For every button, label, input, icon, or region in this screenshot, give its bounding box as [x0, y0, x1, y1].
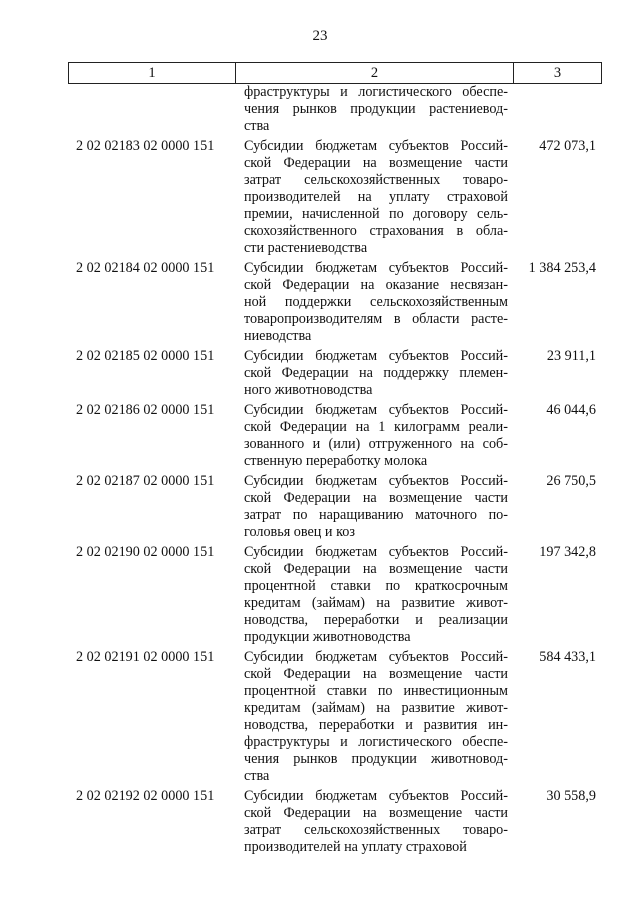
budget-code: 2 02 02190 02 0000 151	[76, 544, 215, 560]
table-row	[68, 84, 602, 135]
amount	[508, 84, 602, 135]
table-row	[68, 649, 602, 785]
description-line: производителей на уплату страховой	[244, 839, 467, 855]
description-line: ства	[244, 118, 270, 134]
subsidy-description	[244, 544, 508, 646]
description-line: Субсидии бюджетам субъектов Россий-	[244, 544, 508, 560]
budget-code: 2 02 02184 02 0000 151	[76, 260, 215, 276]
budget-code	[68, 84, 238, 135]
description-line: новодства, переработки и реализации	[244, 612, 508, 628]
description-line: головья овец и коз	[244, 524, 355, 540]
subsidy-description	[244, 788, 508, 856]
amount: 46 044,6	[546, 402, 596, 418]
description-line: ниеводства	[244, 328, 312, 344]
table-row	[68, 348, 602, 399]
description-line: ства	[244, 768, 270, 784]
description-line: Субсидии бюджетам субъектов Россий-	[244, 260, 508, 276]
description-line: зованного и (или) отгруженного на соб-	[244, 436, 508, 452]
description-line: затрат сельскохозяйственных товаро-	[244, 172, 508, 188]
description-line: затрат сельскохозяйственных товаро-	[244, 822, 508, 838]
description-line: ской Федерации на оказание несвязан-	[244, 277, 508, 293]
amount: 23 911,1	[546, 348, 596, 364]
description-line: новодства, переработки и развития ин-	[244, 717, 508, 733]
table-row	[68, 788, 602, 856]
description-line: Субсидии бюджетам субъектов Россий-	[244, 138, 508, 154]
table-row	[68, 473, 602, 541]
description-line: чения рынков продукции животновод-	[244, 751, 508, 767]
budget-code: 2 02 02192 02 0000 151	[76, 788, 215, 804]
description-line: ской Федерации на поддержку племен-	[244, 365, 508, 381]
description-line: фраструктуры и логистического обеспе-	[244, 84, 508, 100]
budget-code: 2 02 02186 02 0000 151	[76, 402, 215, 418]
subsidy-description	[244, 138, 508, 257]
amount: 584 433,1	[539, 649, 596, 665]
description-line: ской Федерации на возмещение части	[244, 805, 508, 821]
description-line: Субсидии бюджетам субъектов Россий-	[244, 348, 508, 364]
table-row	[68, 260, 602, 345]
description-line: ной поддержки сельскохозяйственным	[244, 294, 508, 310]
subsidy-description	[244, 649, 508, 785]
amount: 26 750,5	[546, 473, 596, 489]
amount: 197 342,8	[539, 544, 596, 560]
description-line: фраструктуры и логистического обеспе-	[244, 734, 508, 750]
description-line: продукции животноводства	[244, 629, 411, 645]
description-line: производителей на уплату страховой	[244, 189, 508, 205]
subsidy-description	[244, 473, 508, 541]
description-line: ской Федерации на возмещение части	[244, 490, 508, 506]
description-line: ного животноводства	[244, 382, 373, 398]
amount: 472 073,1	[539, 138, 596, 154]
amount: 30 558,9	[546, 788, 596, 804]
header-col-3: 3	[553, 64, 562, 81]
description-line: Субсидии бюджетам субъектов Россий-	[244, 402, 508, 418]
description-line: ской Федерации на возмещение части	[244, 155, 508, 171]
description-line: ственную переработку молока	[244, 453, 428, 469]
table-row	[68, 402, 602, 470]
description-line: чения рынков продукции растениевод-	[244, 101, 508, 117]
description-line: товаропроизводителям в области расте-	[244, 311, 508, 327]
header-col-2: 2	[236, 63, 514, 83]
description-line: Субсидии бюджетам субъектов Россий-	[244, 649, 508, 665]
subsidy-description	[244, 348, 508, 399]
page-number: 23	[312, 28, 328, 44]
description-line: Субсидии бюджетам субъектов Россий-	[244, 788, 508, 804]
subsidy-description	[244, 260, 508, 345]
table-body	[68, 84, 602, 859]
header-col-1: 1	[69, 63, 236, 83]
description-line: кредитам (займам) на развитие живот-	[244, 595, 508, 611]
budget-code: 2 02 02187 02 0000 151	[76, 473, 215, 489]
description-line: Субсидии бюджетам субъектов Россий-	[244, 473, 508, 489]
description-line: скохозяйственного страхования в обла-	[244, 223, 508, 239]
table-row	[68, 138, 602, 257]
table-row	[68, 544, 602, 646]
description-line: процентной ставки по инвестиционным	[244, 683, 508, 699]
description-line: премии, начисленной по договору сель-	[244, 206, 508, 222]
budget-code: 2 02 02183 02 0000 151	[76, 138, 215, 154]
subsidy-description	[244, 84, 508, 135]
description-line: сти растениеводства	[244, 240, 368, 256]
description-line: затрат по наращиванию маточного по-	[244, 507, 508, 523]
table-header	[68, 62, 602, 84]
subsidy-description	[244, 402, 508, 470]
budget-code: 2 02 02185 02 0000 151	[76, 348, 215, 364]
budget-code: 2 02 02191 02 0000 151	[76, 649, 215, 665]
amount: 1 384 253,4	[528, 260, 596, 276]
description-line: ской Федерации на 1 килограмм реали-	[244, 419, 508, 435]
description-line: процентной ставки по краткосрочным	[244, 578, 508, 594]
description-line: кредитам (займам) на развитие живот-	[244, 700, 508, 716]
description-line: ской Федерации на возмещение части	[244, 666, 508, 682]
description-line: ской Федерации на возмещение части	[244, 561, 508, 577]
